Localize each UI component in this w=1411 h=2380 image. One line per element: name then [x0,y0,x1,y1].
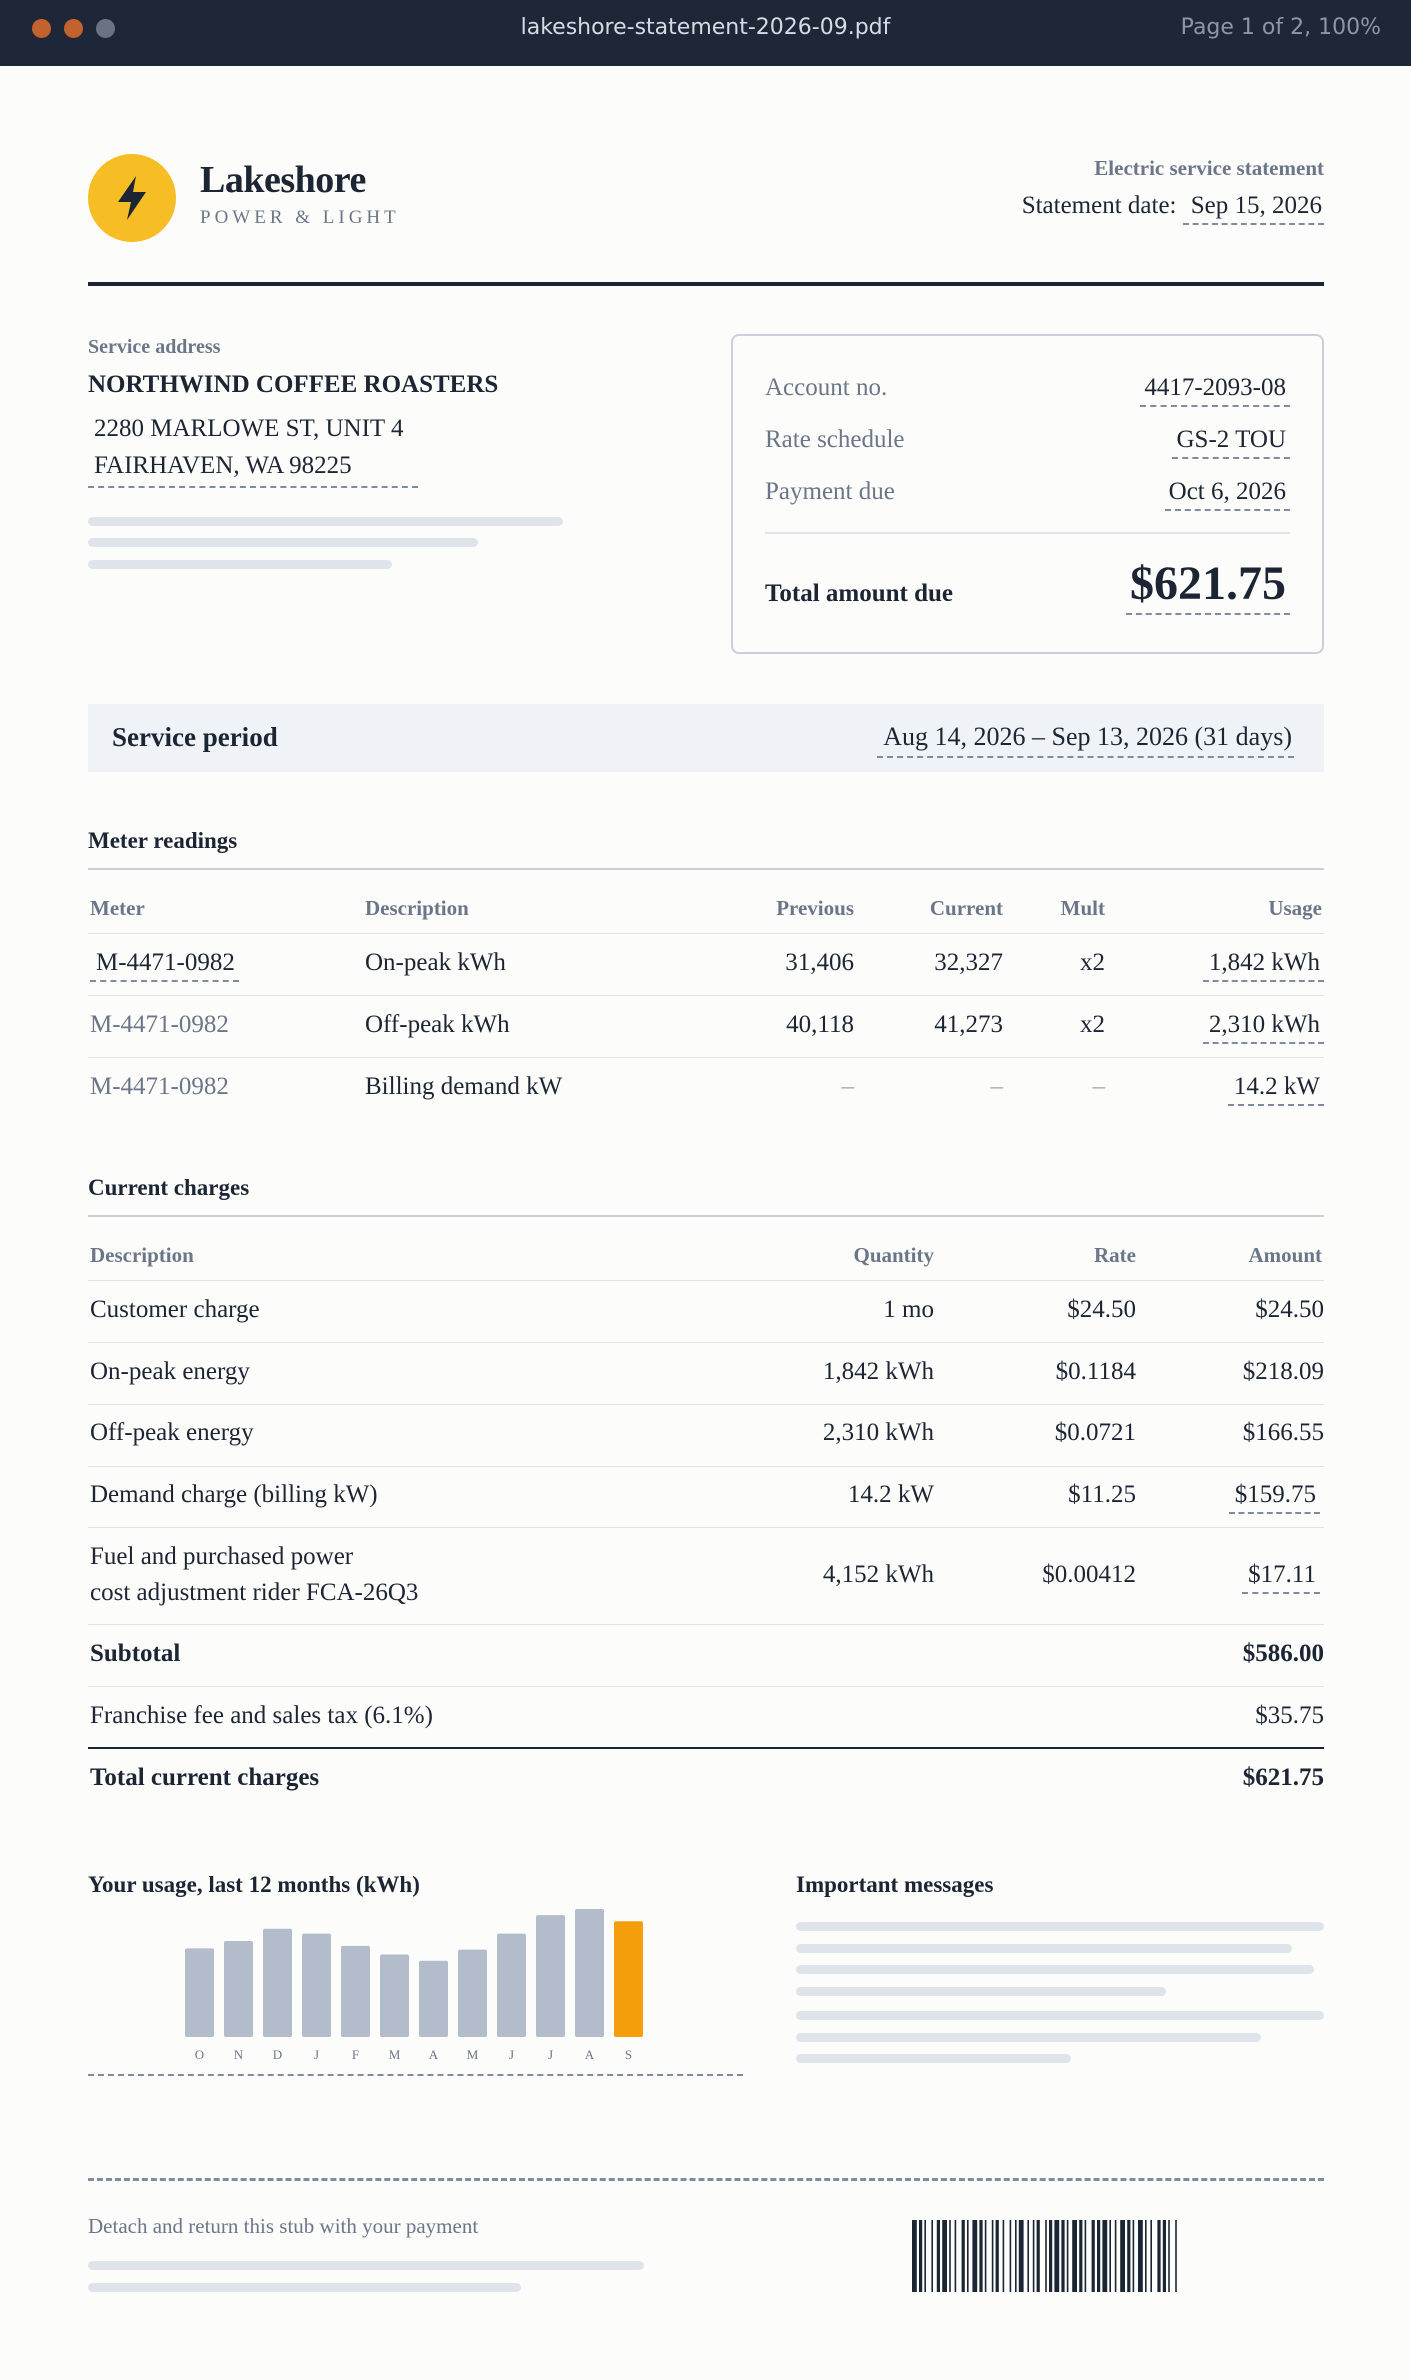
detach-line [88,2178,1324,2181]
previous-reading: 31,406 [785,949,854,976]
charge-amount: $17.11 [1242,1561,1320,1594]
usage-bar-9 [536,1915,565,2037]
redacted-line [88,2283,521,2292]
meter-id: M-4471-0982 [90,1073,229,1100]
customer-name: NORTHWIND COFFEE ROASTERS [88,371,499,398]
brand-logo [88,154,176,242]
lightning-bolt-icon [110,174,154,222]
brand-name: Lakeshore [200,159,366,201]
address-line-2: FAIRHAVEN, WA 98225 [94,452,352,479]
subtotal-label: Subtotal [90,1640,181,1667]
total-charges-amount: $621.75 [1242,1764,1324,1791]
usage-value: 14.2 kW [1228,1073,1324,1106]
total-divider [88,1747,1324,1749]
section-rule [88,1215,1324,1217]
service-address-label: Service address [88,336,221,358]
redacted-line [796,2054,1071,2063]
total-amount-due: $621.75 [1126,556,1290,615]
usage-chart [88,1896,743,2076]
meter-header: Meter [90,896,145,920]
payment-due-date: Oct 6, 2026 [1165,478,1290,511]
redacted-line [796,1944,1292,1953]
redacted-line [88,517,563,526]
charge-rate: $24.50 [1067,1296,1136,1323]
statement-date-label: Statement date: [1021,192,1177,219]
row-divider [88,933,1324,934]
current-charges-title: Current charges [88,1175,250,1200]
previous-reading: – [841,1073,854,1100]
meter-readings-title: Meter readings [88,828,238,853]
charge-rate: $0.00412 [1042,1561,1136,1588]
redacted-line [88,2261,644,2270]
statement-type: Electric service statement [1094,156,1324,180]
statement-date: Sep 15, 2026 [1183,192,1324,225]
current-reading: – [990,1073,1003,1100]
multiplier: x2 [1080,1011,1105,1038]
rate-schedule-row [765,426,1290,460]
charge-rate: $0.0721 [1054,1419,1136,1446]
total-amount-due-label: Total amount due [765,580,954,607]
account-number-row [765,374,1290,408]
payment-due-row [765,478,1290,512]
quantity-header: Quantity [853,1243,934,1267]
usage-bar-10 [575,1909,604,2037]
rate-schedule-label: Rate schedule [765,426,905,453]
usage-month-label: N [233,2047,244,2062]
subtotal-amount: $586.00 [1242,1640,1324,1667]
charge-quantity: 2,310 kWh [822,1419,934,1446]
usage-chart-svg [88,1896,743,2076]
charge-quantity: 1,842 kWh [822,1358,934,1385]
account-number: 4417-2093-08 [1140,374,1290,407]
charge-amount: $24.50 [1255,1296,1324,1323]
charge-quantity: 14.2 kW [847,1481,934,1508]
multiplier: x2 [1080,949,1105,976]
charge-description: Fuel and purchased power [90,1543,354,1570]
row-divider [88,1342,1324,1343]
tax-amount: $35.75 [1255,1702,1324,1729]
redacted-line [796,2033,1261,2042]
meter-description: Off-peak kWh [365,1011,510,1038]
address-line-1: 2280 MARLOWE ST, UNIT 4 [94,415,404,442]
usage-month-label: J [547,2047,554,2062]
usage-bar-7 [458,1950,487,2037]
account-summary-box [731,334,1324,654]
current-reading: 32,327 [934,949,1003,976]
usage-bar-1 [224,1941,253,2037]
previous-reading: 40,118 [786,1011,854,1038]
charge-description: On-peak energy [90,1358,250,1385]
row-divider [88,995,1324,996]
previous-header: Previous [776,896,854,920]
charge-quantity: 4,152 kWh [822,1561,934,1588]
row-divider [88,1466,1324,1467]
service-period-value: Aug 14, 2026 – Sep 13, 2026 (31 days) [877,722,1294,758]
header-divider [88,282,1324,286]
description-header: Description [365,896,469,920]
usage-bar-2 [263,1929,292,2037]
charge-amount: $159.75 [1229,1481,1320,1514]
row-divider [88,1527,1324,1528]
charge-rate: $11.25 [1068,1481,1136,1508]
redacted-line [796,1987,1166,1996]
usage-bar-6 [419,1961,448,2037]
charge-description: Off-peak energy [90,1419,254,1446]
payment-barcode [912,2220,1324,2292]
account-number-label: Account no. [765,374,888,401]
service-period-label: Service period [112,722,278,752]
usage-month-label: J [508,2047,515,2062]
row-divider [88,1280,1324,1281]
redacted-line [88,560,392,569]
current-header: Current [929,896,1003,920]
row-divider [88,1624,1324,1625]
usage-header: Usage [1268,896,1322,920]
usage-month-label: M [388,2047,401,2062]
usage-bar-11 [614,1921,643,2037]
mult-header: Mult [1060,896,1105,920]
meter-description: On-peak kWh [365,949,506,976]
usage-month-label: S [624,2047,633,2062]
row-divider [88,1686,1324,1687]
charge-rate: $0.1184 [1055,1358,1136,1385]
usage-bar-4 [341,1946,370,2037]
redacted-line [796,1965,1314,1974]
tax-label: Franchise fee and sales tax (6.1%) [90,1702,433,1729]
charge-amount: $218.09 [1242,1358,1324,1385]
usage-value: 2,310 kWh [1203,1011,1324,1044]
usage-bar-8 [497,1934,526,2037]
meter-id: M-4471-0982 [90,1011,229,1038]
usage-bar-0 [185,1948,214,2037]
amount-header: Amount [1248,1243,1322,1267]
usage-month-label: O [194,2047,205,2062]
total-charges-label: Total current charges [90,1764,320,1791]
rate-schedule: GS-2 TOU [1172,426,1290,459]
meter-description: Billing demand kW [365,1073,563,1100]
rate-header: Rate [1094,1243,1136,1267]
page-indicator: Page 1 of 2, 100% [1180,15,1381,40]
stub-instructions: Detach and return this stub with your payment [88,2214,479,2238]
document-title: lakeshore-statement-2026-09.pdf [520,15,891,40]
usage-bar-3 [302,1934,331,2037]
usage-month-label: D [272,2047,283,2062]
brand-subtitle: POWER & LIGHT [200,207,400,228]
charge-description: Demand charge (billing kW) [90,1481,378,1508]
service-period-band [88,704,1324,772]
usage-month-label: A [428,2047,439,2062]
multiplier: – [1092,1073,1105,1100]
row-divider [88,1404,1324,1405]
section-rule [88,868,1324,870]
usage-value: 1,842 kWh [1203,949,1324,982]
viewer-toolbar [0,0,1411,66]
charge-description-header: Description [90,1243,194,1267]
redacted-line [796,1922,1324,1931]
current-reading: 41,273 [934,1011,1003,1038]
usage-chart-title: Your usage, last 12 months (kWh) [88,1872,420,1897]
charge-quantity: 1 mo [883,1296,934,1323]
usage-month-label: F [351,2047,360,2062]
important-messages-title: Important messages [796,1872,994,1897]
charge-description: Customer charge [90,1296,260,1323]
account-box-divider [765,532,1290,534]
usage-month-label: J [313,2047,320,2062]
usage-month-label: A [584,2047,595,2062]
meter-id: M-4471-0982 [90,949,239,982]
payment-due-label: Payment due [765,478,895,505]
usage-month-label: M [466,2047,479,2062]
redacted-line [88,538,478,547]
usage-bar-5 [380,1955,409,2037]
charge-description-continued: cost adjustment rider FCA-26Q3 [90,1579,419,1606]
service-address [88,410,418,488]
redacted-line [796,2011,1324,2020]
row-divider [88,1057,1324,1058]
statement-date-row [1022,192,1324,225]
charge-amount: $166.55 [1242,1419,1324,1446]
